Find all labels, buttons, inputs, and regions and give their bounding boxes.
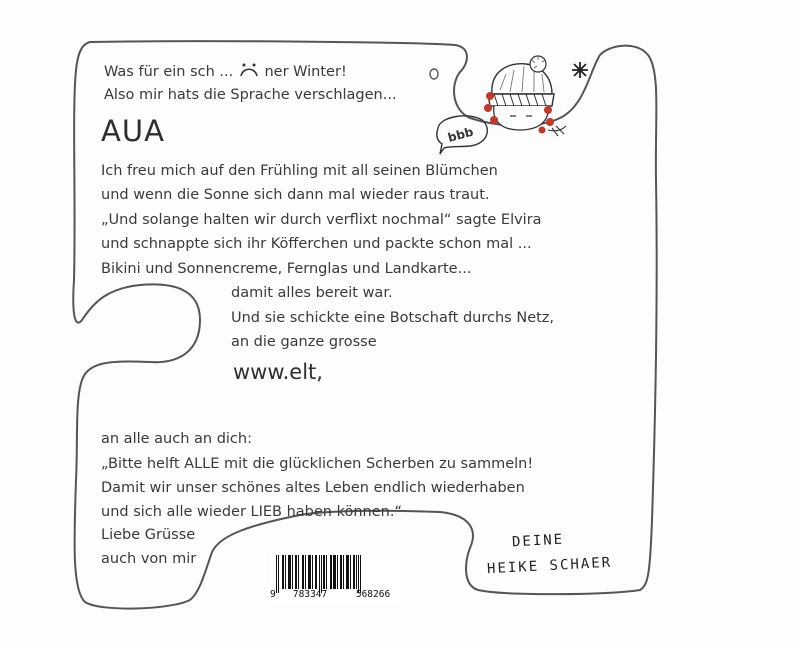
closing-line: Damit wir unser schönes altes Leben endlich wiederhaben	[101, 480, 525, 496]
paragraph-line: „Und solange halten wir durch verflixt nochmal“ sagte Elvira	[101, 212, 542, 228]
frown-face-icon	[238, 62, 260, 76]
closing-line: auch von mir	[101, 551, 197, 567]
header-line-1	[104, 62, 347, 80]
snowflake-icon	[572, 62, 588, 78]
signature-line-1: DEINE	[511, 531, 565, 551]
barcode-group-1: 783347	[292, 589, 328, 600]
closing-line: Liebe Grüsse	[101, 527, 196, 543]
header-line-1-end: ner Winter!	[264, 64, 347, 80]
closing-line: an alle auch an dich:	[101, 431, 252, 447]
barcode-digits	[270, 589, 390, 600]
paragraph-line: und wenn die Sonne sich dann mal wieder raus traut.	[101, 187, 490, 203]
barcode-group-2: 568266	[355, 589, 391, 600]
closing-line: „Bitte helft ALLE mit die glücklichen Scherben zu sammeln!	[101, 456, 534, 472]
bubble-text: bbb	[446, 124, 475, 145]
website-text: www.elt,	[233, 360, 323, 384]
paragraph-line: und schnappte sich ihr Köfferchen und packte schon mal ...	[101, 236, 532, 252]
header-line-1-start: Was für ein sch ...	[104, 64, 234, 80]
barcode-lead-digit: 9	[270, 589, 276, 600]
signature-line-2: HEIKE SCHAER	[486, 554, 613, 578]
closing-line: und sich alle wieder LIEB haben können.“	[101, 504, 402, 520]
barcode-bars	[276, 555, 400, 589]
isbn-barcode	[270, 553, 404, 603]
indented-line: an die ganze grosse	[231, 334, 377, 350]
exclamation-heading: AUA	[101, 114, 165, 148]
winter-character-icon	[430, 50, 610, 160]
paragraph-line: Bikini und Sonnencreme, Fernglas und Landkarte...	[101, 261, 472, 277]
indented-line: damit alles bereit war.	[231, 285, 393, 301]
indented-line: Und sie schickte eine Botschaft durchs Netz,	[231, 310, 555, 326]
header-line-2: Also mir hats die Sprache verschlagen...	[104, 87, 397, 103]
paragraph-line: Ich freu mich auf den Frühling mit all seinen Blümchen	[101, 163, 498, 179]
